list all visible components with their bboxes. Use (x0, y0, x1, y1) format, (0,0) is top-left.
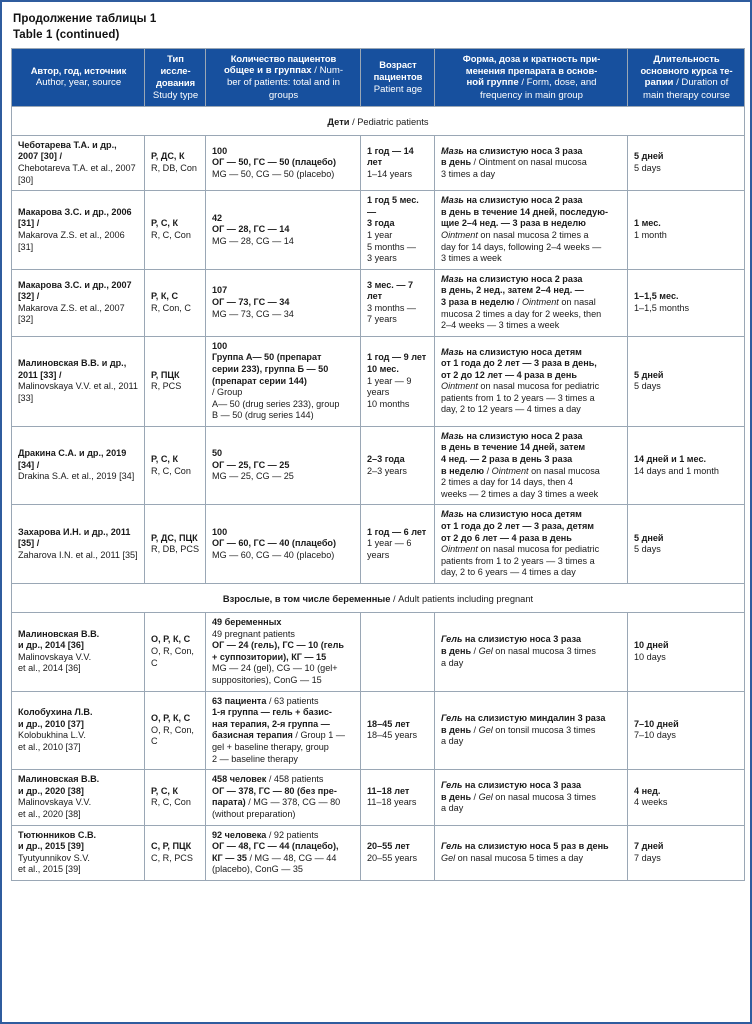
cell-patient-count (206, 691, 361, 770)
cell-form-dose (435, 613, 628, 692)
cell-duration (628, 426, 745, 505)
type-en: O, R, Con, C (151, 645, 194, 668)
author-en: Tyutyunnikov S.V. et al., 2015 [39] (18, 852, 90, 875)
col-header-patient-age-ru: Возраст пациентов (373, 59, 423, 83)
section-header-pediatric (12, 106, 745, 135)
count-en: MG — 73, CG — 34 (212, 308, 294, 319)
type-ru: Р, ДС, К (151, 151, 185, 162)
author-ru: Малиновская В.В. и др., 2011 [33] / (18, 358, 127, 380)
count-text: 63 пациента / 63 patients 1-я группа — гель + базис- ная терапия, 2-я группа — базисная терапия / Group 1 — gel + baseline therapy, group 2 — baseline therapy (212, 695, 345, 764)
count-ru: 50 ОГ — 25, ГС — 25 (212, 448, 290, 470)
duration-en: 7 days (634, 852, 661, 863)
cell-duration (628, 770, 745, 825)
duration-ru: 5 дней (634, 369, 664, 380)
author-ru: Колобухина Л.В. и др., 2010 [37] (18, 707, 93, 729)
duration-en: 5 days (634, 544, 661, 555)
author-en: Malinovskaya V.V. et al., 2020 [38] (18, 797, 92, 819)
col-header-study-type-ru: Тип иссле- дования (155, 53, 196, 89)
count-en: MG — 25, CG — 25 (212, 471, 294, 482)
author-ru: Захарова И.Н. и др., 2011 [35] / (18, 526, 131, 549)
type-ru: Р, С, К (151, 454, 179, 465)
table-row (12, 613, 745, 692)
author-ru: Чеботарева Т.А. и др., 2007 [30] / (18, 139, 117, 162)
cell-author (12, 505, 145, 584)
age-en: 1 year 5 months — 3 years (367, 229, 417, 264)
cell-patient-age (361, 336, 435, 426)
cell-duration (628, 613, 745, 692)
table-body (12, 106, 745, 880)
author-en: Drakina S.A. et al., 2019 [34] (18, 471, 135, 482)
col-header-patient-count-mixed: общее и в группах / Num- ber of patients: total and in groups (223, 65, 344, 101)
count-ru: 107 ОГ — 73, ГС — 34 (212, 285, 290, 307)
duration-ru: 14 дней и 1 мес. (634, 454, 707, 465)
age-en: 1 year — 6 years (367, 538, 412, 561)
author-en: Malinovskaya V.V. et al., 2011 [33] (18, 381, 138, 403)
duration-ru: 5 дней (634, 532, 664, 543)
section-label-ru: Взрослые, в том числе беременные (222, 594, 391, 604)
count-ru: 100 Группа А— 50 (препарат серии 233), группа Б — 50 (препарат серии 144) (212, 340, 329, 386)
type-ru: Р, ДС, ПЦК (151, 532, 198, 543)
cell-duration (628, 191, 745, 270)
count-text: 92 человека / 92 patients ОГ — 48, ГС — 44 (плацебо), КГ — 35 / MG — 48, CG — 44 (placebo), ConG — 35 (212, 829, 339, 875)
author-ru: Макарова З.С. и др., 2006 [31] / (18, 206, 132, 229)
duration-en: 7–10 days (634, 730, 676, 741)
table-row (12, 191, 745, 270)
duration-en: 14 days and 1 month (634, 465, 719, 476)
cell-author (12, 336, 145, 426)
type-en: R, C, Con (151, 229, 191, 240)
cell-form-dose (435, 269, 628, 336)
cell-form-dose (435, 191, 628, 270)
col-header-duration-mixed: рапии / Duration of main therapy course (643, 77, 730, 101)
col-header-author (12, 49, 145, 107)
form-text: Гель на слизистую носа 3 раза в день / Gel on nasal mucosa 3 times a day (441, 779, 596, 814)
age-ru: 1 год — 6 лет (367, 526, 427, 537)
cell-study-type (145, 505, 206, 584)
table-row (12, 336, 745, 426)
age-ru: 1 год — 14 лет (367, 145, 414, 168)
age-en: 20–55 years (367, 852, 418, 863)
col-header-patient-count (206, 49, 361, 107)
section-header-adults (12, 584, 745, 613)
author-ru: Дракина С.А. и др., 2019 [34] / (18, 448, 127, 470)
table-row (12, 505, 745, 584)
cell-author (12, 135, 145, 190)
cell-study-type (145, 191, 206, 270)
type-ru: О, Р, К, С (151, 712, 191, 723)
caption-english: Table 1 (continued) (13, 28, 120, 41)
author-en: Makarova Z.S. et al., 2007 [32] (18, 302, 125, 325)
type-ru: Р, ПЦК (151, 369, 180, 380)
cell-patient-count (206, 825, 361, 880)
cell-form-dose (435, 770, 628, 825)
count-en: MG — 60, CG — 40 (placebo) (212, 550, 335, 561)
duration-en: 5 days (634, 381, 661, 392)
age-ru: 11–18 лет (367, 785, 410, 796)
form-text: Гель на слизистую носа 5 раз в день Gel on nasal mucosa 5 times a day (441, 841, 609, 863)
cell-study-type (145, 691, 206, 770)
duration-ru: 10 дней (634, 640, 669, 651)
col-header-form-dose (435, 49, 628, 107)
cell-duration (628, 691, 745, 770)
cell-patient-age (361, 691, 435, 770)
cell-patient-age (361, 825, 435, 880)
type-en: R, PCS (151, 381, 182, 392)
duration-ru: 1 мес. (634, 218, 661, 229)
cell-author (12, 426, 145, 505)
col-header-study-type (145, 49, 206, 107)
cell-duration (628, 505, 745, 584)
caption-russian: Продолжение таблицы 1 (13, 13, 157, 25)
age-en: 11–18 years (367, 797, 417, 808)
table-row (12, 825, 745, 880)
cell-duration (628, 336, 745, 426)
age-ru: 2–3 года (367, 454, 405, 465)
cell-patient-count (206, 613, 361, 692)
section-header-adults-cell (12, 584, 745, 613)
age-ru: 1 год — 9 лет 10 мес. (367, 352, 427, 374)
cell-patient-count (206, 191, 361, 270)
type-ru: Р, С, К (151, 785, 179, 796)
cell-patient-age (361, 135, 435, 190)
cell-patient-count (206, 336, 361, 426)
author-ru: Макарова З.С. и др., 2007 [32] / (18, 279, 132, 302)
table-head (12, 49, 745, 107)
duration-en: 4 weeks (634, 797, 668, 808)
form-text: Мазь на слизистую носа 2 раза в день в течение 14 дней, последую- щие 2–4 нед. — 3 раза в неделю Ointment on nasal mucosa 2 times a day for 14 days, following 2–4 weeks — 3 times a week (441, 195, 609, 264)
form-text: Мазь на слизистую носа 3 раза в день / Ointment on nasal mucosa 3 times a day (441, 145, 587, 179)
count-ru: 49 беременных (212, 617, 282, 627)
cell-patient-age (361, 613, 435, 692)
cell-study-type (145, 613, 206, 692)
col-header-author-en: Author, year, source (35, 77, 122, 89)
col-header-duration (628, 49, 745, 107)
author-en: Malinovskaya V.V. et al., 2014 [36] (18, 651, 92, 674)
form-text: Мазь на слизистую носа 2 раза в день в течение 14 дней, затем 4 нед. — 2 раза в день 3 раза в неделю / Ointment on nasal mucosa 2 times a day for 14 days, then 4 weeks — 2 times a day 3 times a week (441, 430, 600, 499)
age-ru: 3 мес. — 7 лет (367, 279, 414, 302)
count-en: / Group A— 50 (drug series 233), group B — 50 (drug series 144) (212, 387, 340, 421)
duration-en: 10 days (634, 651, 666, 662)
cell-study-type (145, 269, 206, 336)
cell-study-type (145, 135, 206, 190)
type-ru: Р, К, С (151, 291, 179, 302)
type-en: C, R, PCS (151, 852, 193, 863)
type-ru: Р, С, К (151, 218, 179, 229)
col-header-study-type-en: Study type (152, 89, 199, 101)
cell-form-dose (435, 336, 628, 426)
table-row (12, 426, 745, 505)
cell-duration (628, 269, 745, 336)
age-ru: 1 год 5 мес. — 3 года (367, 195, 419, 229)
type-en: R, Con, C (151, 302, 191, 313)
col-header-form-dose-mixed: ной группе / Form, dose, and frequency in main group (466, 77, 597, 101)
cell-form-dose (435, 505, 628, 584)
cell-patient-age (361, 770, 435, 825)
col-header-duration-ru: Длительность основного курса те- (640, 53, 733, 77)
cell-author (12, 191, 145, 270)
duration-ru: 1–1,5 мес. (634, 291, 679, 302)
table-row (12, 691, 745, 770)
type-ru: О, Р, К, С (151, 634, 191, 645)
cell-form-dose (435, 691, 628, 770)
count-en: MG — 28, CG — 14 (212, 235, 294, 246)
count-ru: 100 ОГ — 50, ГС — 50 (плацебо) (212, 145, 337, 168)
author-ru: Тютюнников С.В. и др., 2015 [39] (18, 829, 97, 852)
form-text: Мазь на слизистую носа детям от 1 года до 2 лет — 3 раза в день, от 2 до 12 лет — 4 раза в день Ointment on nasal mucosa for pediatric patients from 1 to 2 years — 3 times a day, 2 to 12 years — 4 times a day (441, 346, 600, 415)
cell-patient-count (206, 269, 361, 336)
duration-en: 5 days (634, 163, 661, 173)
col-header-patient-age-en: Patient age (373, 83, 423, 95)
form-text: Мазь на слизистую носа детям от 1 года до 2 лет — 3 раза, детям от 2 до 6 лет — 4 раза в день Ointment on nasal mucosa for pediatric patients from 1 to 2 years — 3 times a day, 2 to 6 years — 4 times a day (441, 509, 600, 578)
count-en: MG — 50, CG — 50 (placebo) (212, 168, 335, 179)
duration-en: 1–1,5 months (634, 302, 690, 313)
cell-author (12, 825, 145, 880)
age-ru: 20–55 лет (367, 841, 410, 852)
section-label-ru: Дети (327, 116, 350, 127)
cell-patient-count (206, 135, 361, 190)
cell-study-type (145, 770, 206, 825)
type-en: R, DB, PCS (151, 544, 200, 555)
cell-author (12, 613, 145, 692)
cell-author (12, 691, 145, 770)
author-en: Chebotareva T.A. et al., 2007 [30] (18, 163, 136, 185)
cell-study-type (145, 825, 206, 880)
section-label-en: / Pediatric patients (349, 116, 429, 127)
form-text: Гель на слизистую миндалин 3 раза в день / Gel on tonsil mucosa 3 times a day (441, 712, 606, 747)
data-table (11, 48, 745, 881)
form-text: Мазь на слизистую носа 2 раза в день, 2 нед., затем 2–4 нед. — 3 раза в неделю / Ointment on nasal mucosa 2 times a day for 2 weeks, then 2–4 weeks — 3 times a week (441, 273, 602, 331)
age-en: 1–14 years (367, 168, 412, 179)
age-en: 3 months — 7 years (367, 302, 417, 325)
count-ru: 100 ОГ — 60, ГС — 40 (плацебо) (212, 526, 337, 549)
col-header-author-ru: Автор, год, источник (30, 65, 127, 77)
col-header-patient-count-ru: Количество пациентов (230, 53, 337, 64)
cell-author (12, 770, 145, 825)
cell-duration (628, 825, 745, 880)
cell-patient-age (361, 191, 435, 270)
table-row (12, 770, 745, 825)
cell-author (12, 269, 145, 336)
type-en: R, DB, Con (151, 163, 197, 173)
cell-patient-count (206, 770, 361, 825)
age-en: 1 year — 9 years 10 months (367, 375, 412, 409)
cell-patient-count (206, 505, 361, 584)
cell-form-dose (435, 825, 628, 880)
age-en: 18–45 years (367, 730, 418, 741)
table-row (12, 269, 745, 336)
duration-ru: 5 дней (634, 151, 664, 162)
author-en: Makarova Z.S. et al., 2006 [31] (18, 229, 125, 252)
type-en: R, C, Con (151, 465, 191, 476)
duration-en: 1 month (634, 229, 667, 240)
cell-patient-age (361, 269, 435, 336)
age-en: 2–3 years (367, 465, 407, 476)
cell-patient-age (361, 426, 435, 505)
author-ru: Малиновская В.В. и др., 2020 [38] (18, 774, 100, 796)
col-header-patient-age (361, 49, 435, 107)
author-ru: Малиновская В.В. и др., 2014 [36] (18, 628, 100, 651)
age-ru: 18–45 лет (367, 718, 410, 729)
table-caption (13, 12, 741, 43)
type-en: O, R, Con, C (151, 724, 194, 747)
duration-ru: 7–10 дней (634, 718, 679, 729)
cell-form-dose (435, 135, 628, 190)
count-text: 458 человек / 458 patients ОГ — 378, ГС — 80 (без пре- парата) / MG — 378, CG — 80 (without preparation) (212, 774, 341, 819)
cell-study-type (145, 336, 206, 426)
header-row (12, 49, 745, 107)
count-ru: 42 ОГ — 28, ГС — 14 (212, 212, 290, 235)
duration-ru: 7 дней (634, 841, 664, 852)
cell-study-type (145, 426, 206, 505)
section-header-pediatric-cell (12, 106, 745, 135)
author-en: Kolobukhina L.V. et al., 2010 [37] (18, 730, 86, 752)
count-en-2: MG — 24 (gel), CG — 10 (gel+ suppositories), ConG — 15 (212, 663, 338, 685)
cell-patient-count (206, 426, 361, 505)
cell-form-dose (435, 426, 628, 505)
count-ru-2: ОГ — 24 (гель), ГС — 10 (гель + суппозитории), КГ — 15 (212, 640, 344, 662)
cell-patient-age (361, 505, 435, 584)
cell-duration (628, 135, 745, 190)
duration-ru: 4 нед. (634, 785, 661, 796)
count-en: 49 pregnant patients (212, 628, 295, 639)
table-row (12, 135, 745, 190)
author-en: Zaharova I.N. et al., 2011 [35] (18, 550, 138, 561)
col-header-form-dose-ru: Форма, доза и кратность при- менения препарата в основ- (462, 53, 601, 77)
form-text: Гель на слизистую носа 3 раза в день / Gel on nasal mucosa 3 times a day (441, 634, 596, 668)
section-label-en: / Adult patients including pregnant (390, 594, 534, 604)
type-en: R, C, Con (151, 797, 191, 808)
type-ru: С, Р, ПЦК (151, 841, 192, 852)
